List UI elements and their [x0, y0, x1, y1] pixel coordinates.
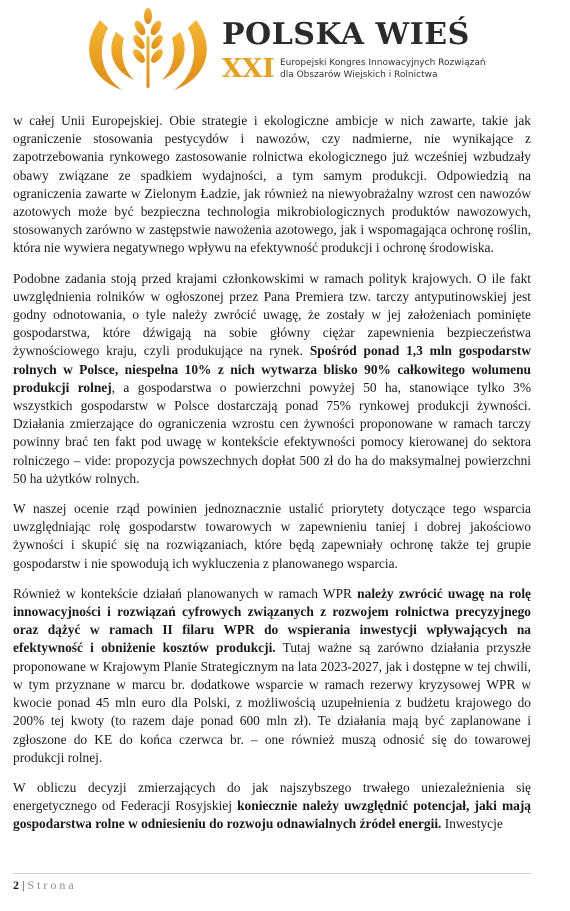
- text-run: W obliczu decyzji zmierzających do jak najszybszego trwałego uniezależnienia się energetycznego od Federacji Rosyjskiej: [13, 779, 531, 814]
- text-run: Również w kontekście działań planowanych w ramach WPR: [13, 585, 358, 601]
- document-body: [13, 112, 531, 846]
- footer-separator: |: [22, 878, 25, 892]
- text-run: W naszej ocenie rząd powinien jednoznacznie ustalić priorytety dotyczące tego wsparcia uwzględniając rolę gospodarstw towarowych w zapewnieniu taniej i dobrej jakościowo żywności i skupić się na rozwiązaniach, które będą zapewniały ochronę także tej grupie gospodarstw i nie spowodują ich wykluczenia z planowanego wsparcia.: [13, 501, 531, 571]
- text-run: Podobne zadania stoją przed krajami członkowskimi w ramach polityk krajowych. O ile fakt uwzględnienia rolników w ogłoszonej przez Pana Premiera tzw. tarczy antyputinowskiej jest godny odnotowania, o tyle należy zwrócić uwagę, że zostały w jej założeniach pominięte gospodarstwa, które dźwigają na sobie główny ciężar zapewnienia bezpieczeństwa żywnościowego kraju, czyli produkujące na rynek.: [13, 270, 531, 359]
- bold-text-run: należy zwrócić uwagę na rolę innowacyjności i rozwiązań cyfrowych związanych z rozwojem rolnictwa precyzyjnego oraz dążyć w ramach II filaru WPR do wspierania inwestycji wpływających na efektywność i obniżenie kosztów produkcji.: [13, 585, 531, 656]
- page-label: Strona: [27, 878, 77, 892]
- page-number: 2: [13, 878, 19, 892]
- brand-title: POLSKA WIEŚ: [222, 17, 470, 52]
- brand-subtitle-line-2: dla Obszarów Wiejskich i Rolnictwa: [280, 70, 438, 80]
- text-run: Inwestycje: [441, 816, 503, 832]
- text-run: Tutaj ważne są zarówno działania przyszłe proponowane w Krajowym Planie Strategicznym na lata 2023-2027, jak i dostępne w tej chwili, w tym przyznane w marcu br. dodatkowe wsparcie w ramach rezerwy kryzysowej WPR w kwocie ponad 45 mln euro dla Polski, z możliwością uzupełnienia z budżetu krajowego do 200% tej kwoty (to razem daje ponad 600 mln zł). Te działania mają być zaplanowane i zgłoszone do KE do końca czerwca br. – one również muszą odnosić się do towarowej produkcji rolnej.: [13, 640, 531, 765]
- wheat-wreath-icon: [78, 6, 218, 94]
- text-run: , a gospodarstwa o powierzchni powyżej 50 ha, stanowiące tylko 3% wszystkich gospodarstw w Polsce dostarczają ponad 75% rynkowej produkcji żywności. Działania zmierzające do ograniczenia wzrostu cen żywności proponowane w ramach tarczy powinny brać ten fakt pod uwagę w kontekście efektywności pomocy kierowanej do sektora rolniczego – vide: propozycja powszechnych dopłat 500 zł do ha do maksymalnej powierzchni 50 ha użytków rolnych.: [13, 379, 531, 486]
- paragraph: [13, 500, 531, 573]
- footer-divider: [13, 873, 531, 874]
- bold-text-run: koniecznie należy uwzględnić potencjał, jaki mają gospodarstwa rolne w odniesieniu do rozwoju odnawialnych źródeł energii.: [13, 798, 531, 832]
- paragraph: [13, 585, 531, 767]
- paragraph: [13, 112, 531, 258]
- paragraph: [13, 270, 531, 488]
- text-run: w całej Unii Europejskiej. Obie strategie i ekologiczne ambicje w nich zawarte, takie jak ograniczenie stosowania pestycydów i nawozów, czy nadmierne, nie wynikające z zapotrzebowania rynkowego zastosowanie rolnictwa ekologicznego już wcześniej wzbudzały obawy związane ze spadkiem wydajności, a tym samym produkcji. Odpowiedzią na ograniczenia zawarte w Zielonym Ładzie, jak również na niewyobrażalny wzrost cen nawozów azotowych może być bezpieczna technologia mikrobiologicznych produktów nawozowych, stosowanych zarówno w zastępstwie nawożenia azotowego, jak i wspomagająca ochronę roślin, która nie wywiera negatywnego wpływu na efektywność produkcji i ochronę środowiska.: [13, 113, 531, 256]
- page-header: [0, 0, 570, 96]
- paragraph: [13, 779, 531, 834]
- brand-subtitle: [280, 57, 486, 81]
- brand-subtitle-line-1: Europejski Kongres Innowacyjnych Rozwiązań: [280, 58, 486, 68]
- page-footer: [13, 878, 77, 893]
- bold-text-run: Spośród ponad 1,3 mln gospodarstw rolnych w Polsce, niespełna 10% z nich wytwarza blisko 90% całkowitego wolumenu produkcji rolnej: [13, 343, 531, 395]
- brand-edition: XXI: [222, 54, 275, 84]
